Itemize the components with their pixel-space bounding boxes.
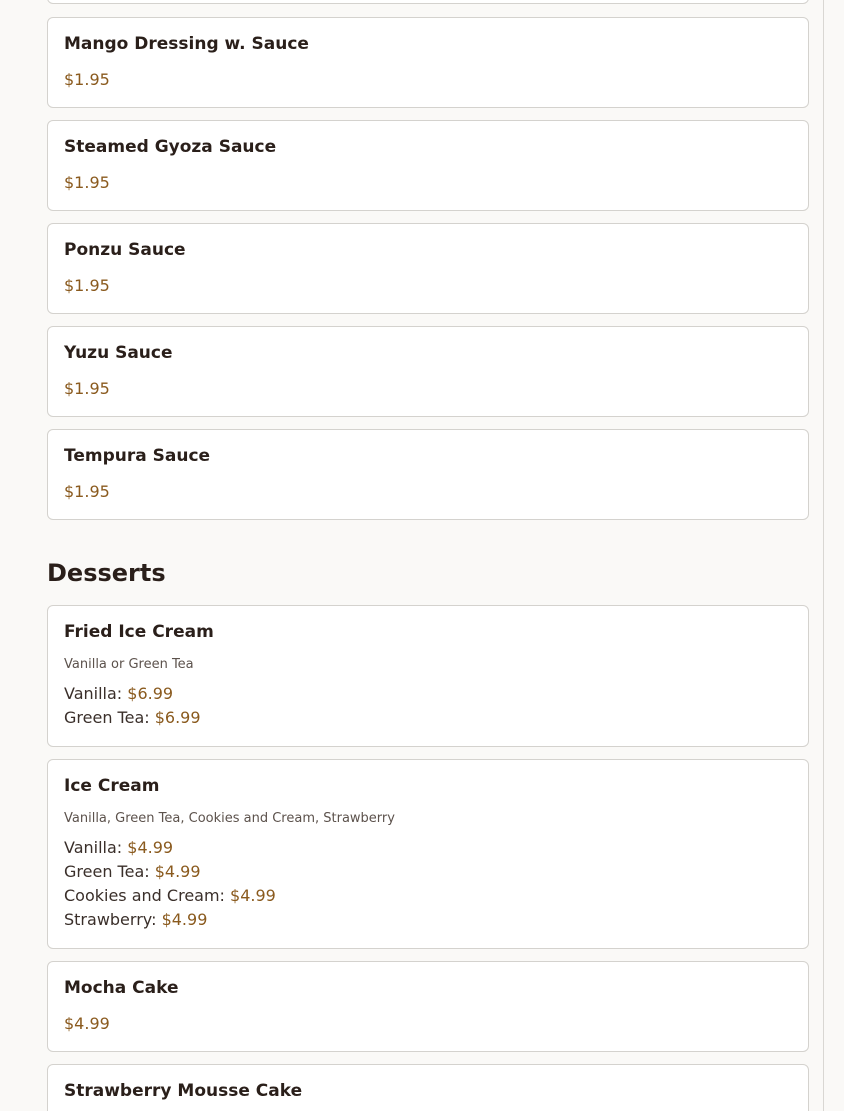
section-title-desserts: Desserts [47, 559, 166, 587]
item-name: Strawberry Mousse Cake [64, 1081, 303, 1101]
item-name: Steamed Gyoza Sauce [64, 137, 277, 157]
menu-item-card[interactable] [47, 1064, 809, 1111]
menu-item-card[interactable] [47, 759, 809, 949]
item-name: Mocha Cake [64, 978, 179, 998]
item-price: $1.95 [64, 70, 110, 89]
item-name: Ponzu Sauce [64, 240, 186, 260]
option-price: $6.99 [154, 708, 201, 727]
menu-item-card[interactable] [47, 429, 809, 520]
menu-item-card[interactable] [47, 961, 809, 1052]
menu-item-card[interactable] [47, 605, 809, 747]
item-name: Mango Dressing w. Sauce [64, 34, 309, 54]
option-row [64, 836, 276, 860]
option-price: $4.99 [161, 910, 208, 929]
option-row [64, 682, 201, 706]
item-price: $1.95 [64, 379, 110, 398]
menu-item-card[interactable] [47, 0, 809, 4]
option-label: Strawberry: [64, 910, 157, 929]
item-description: Vanilla, Green Tea, Cookies and Cream, Strawberry [64, 811, 395, 826]
option-label: Cookies and Cream: [64, 886, 225, 905]
option-row [64, 860, 276, 884]
menu-item-card[interactable] [47, 223, 809, 314]
option-label: Vanilla: [64, 684, 123, 703]
option-row [64, 884, 276, 908]
option-list [64, 836, 276, 932]
item-name: Tempura Sauce [64, 446, 211, 466]
item-name: Fried Ice Cream [64, 622, 214, 642]
option-price: $6.99 [127, 684, 174, 703]
menu-item-card[interactable] [47, 326, 809, 417]
option-row [64, 908, 276, 932]
menu-item-card[interactable] [47, 120, 809, 211]
item-price: $1.95 [64, 276, 110, 295]
option-label: Green Tea: [64, 862, 150, 881]
option-price: $4.99 [230, 886, 276, 905]
item-price: $1.95 [64, 173, 110, 192]
item-price: $1.95 [64, 482, 110, 501]
item-name: Ice Cream [64, 776, 160, 796]
item-description: Vanilla or Green Tea [64, 657, 194, 672]
option-row [64, 706, 201, 730]
item-name: Yuzu Sauce [64, 343, 173, 363]
option-price: $4.99 [154, 862, 201, 881]
option-label: Green Tea: [64, 708, 150, 727]
option-price: $4.99 [127, 838, 174, 857]
option-list [64, 682, 201, 730]
option-label: Vanilla: [64, 838, 123, 857]
menu-item-card[interactable] [47, 17, 809, 108]
item-price: $4.99 [64, 1014, 110, 1033]
